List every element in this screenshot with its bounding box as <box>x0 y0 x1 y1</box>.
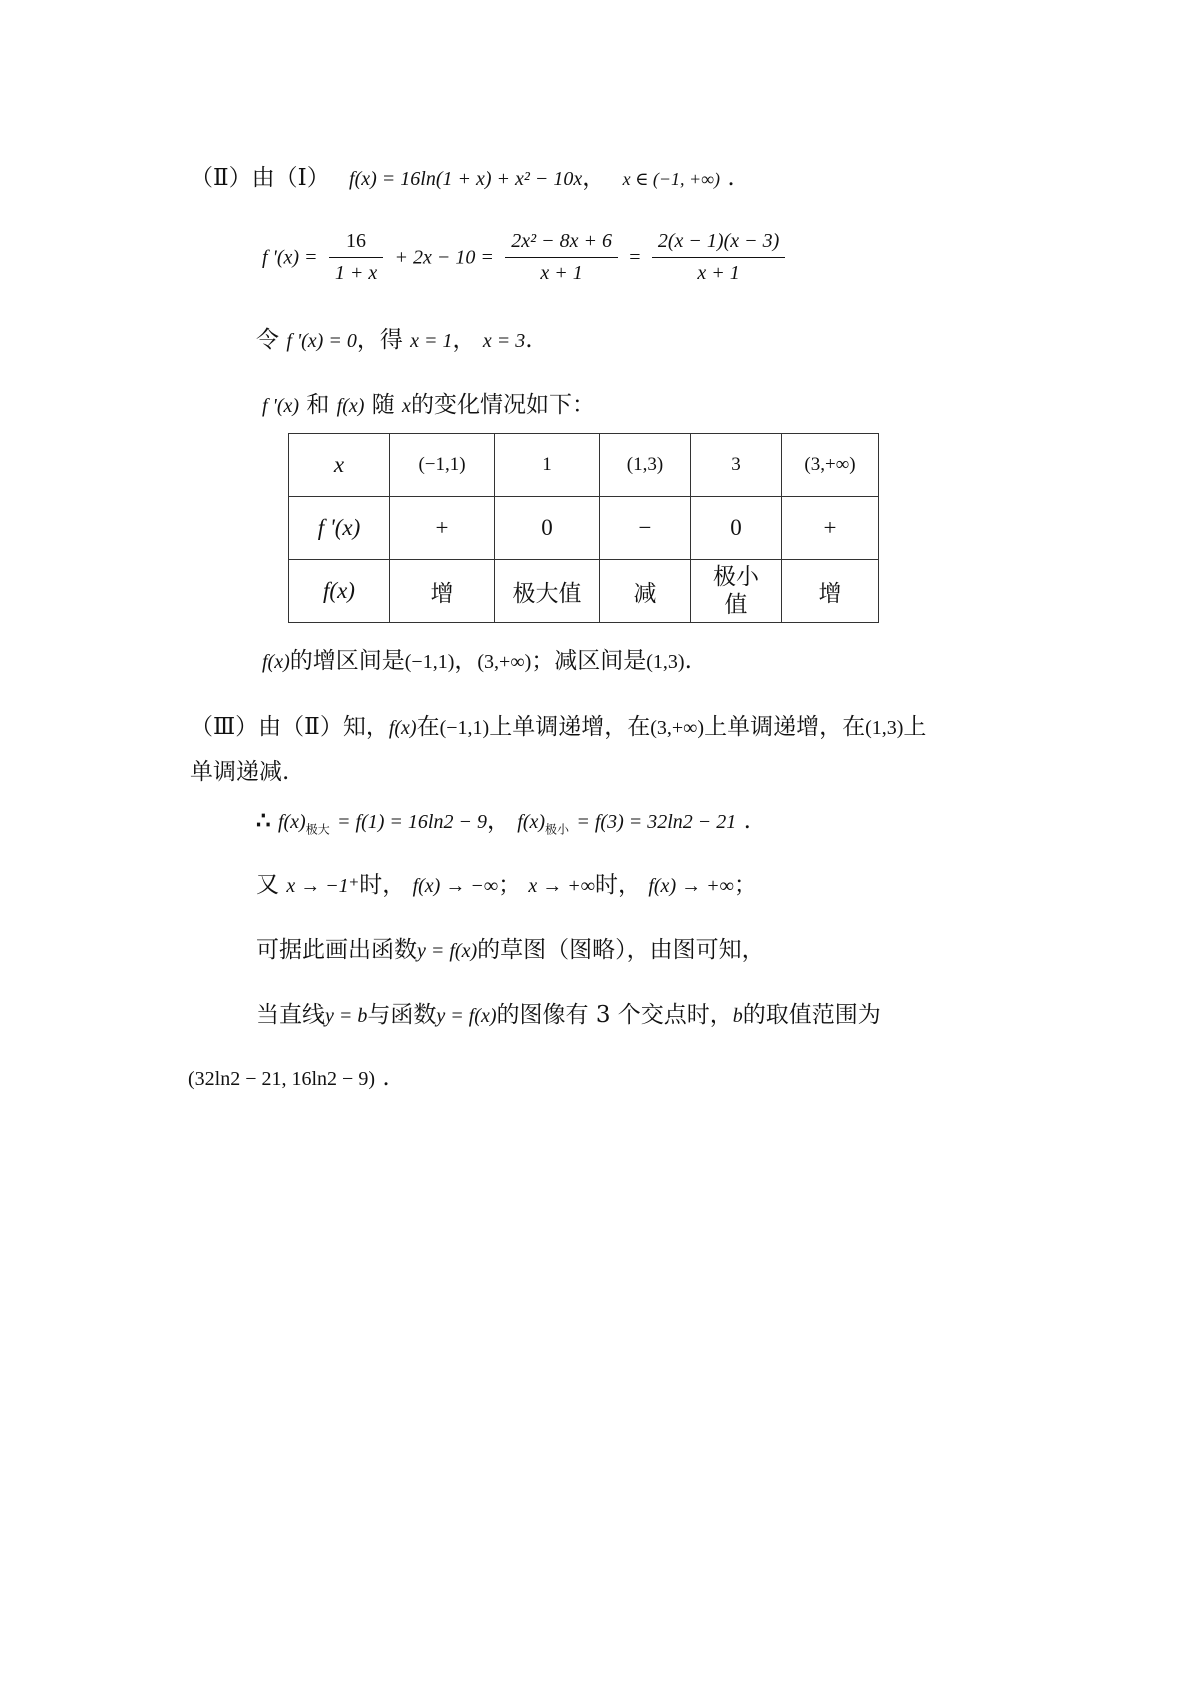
text: 可据此画出函数 <box>256 937 417 963</box>
final-line <box>256 1000 881 1031</box>
conclusion-inc-1: (−1,1) <box>404 651 455 673</box>
table-intro <box>262 390 595 421</box>
fraction-1 <box>329 230 383 285</box>
table-cell: 1 <box>495 434 600 497</box>
derivative-zero: f '(x) = 0 <box>286 330 357 352</box>
max-value: = f(1) = 16ln2 − 9 <box>337 811 487 833</box>
text: 与函数 <box>367 1002 437 1028</box>
limit-2: f(x) → −∞ <box>412 875 499 897</box>
max-expr: f(x) <box>277 811 306 833</box>
table-intro-with: 随 <box>371 392 395 418</box>
derivative-eq: = <box>629 246 641 269</box>
part2-intro-line: （Ⅱ）由（Ⅰ） f(x) = 16ln(1 + x) + x² − 10x， x ∈ (−1, +∞) . <box>190 165 735 191</box>
b-symbol: b <box>732 1005 743 1027</box>
answer: (32ln2 − 21, 16ln2 − 9) <box>188 1068 375 1090</box>
get-label: ，得 <box>356 327 403 353</box>
text: 的图像有 3 个交点时， <box>496 1002 733 1028</box>
conclusion-dec: (1,3) <box>646 651 685 673</box>
text: 上 <box>903 714 927 740</box>
text: 的草图（图略），由图可知， <box>477 937 765 963</box>
fraction-1-den: 1 + x <box>334 262 378 284</box>
table-cell: (3,+∞) <box>782 434 879 497</box>
table-cell: f '(x) <box>289 497 390 560</box>
table-cell: 0 <box>691 497 782 560</box>
variation-table <box>288 433 879 623</box>
text: 又 <box>256 872 279 898</box>
table-intro-x: x <box>402 395 411 417</box>
table-cell: + <box>782 497 879 560</box>
part3-line1 <box>190 712 926 743</box>
fraction-2-den: x + 1 <box>540 262 583 284</box>
comma: ， <box>486 808 510 834</box>
text: 上单调递增，在 <box>704 714 866 740</box>
dot: . <box>743 808 751 834</box>
fraction-3-num: 2(x − 1)(x − 3) <box>652 230 785 258</box>
table-intro-and: 和 <box>306 392 330 418</box>
therefore-symbol: ∴ <box>256 807 271 834</box>
min-expr: f(x) <box>517 811 546 833</box>
sketch-line <box>256 935 765 966</box>
min-value: = f(3) = 32ln2 − 21 <box>576 811 737 833</box>
critical-points-line <box>256 325 533 356</box>
conclusion-dot: . <box>684 648 692 674</box>
let-label: 令 <box>256 327 279 353</box>
part3-label: （Ⅲ）由（Ⅱ）知， <box>190 714 389 740</box>
table-row <box>289 560 879 623</box>
table-cell: 极大值 <box>495 560 600 623</box>
table-row <box>289 434 879 497</box>
interval: (1,3) <box>865 717 904 739</box>
fraction-1-num: 16 <box>329 230 383 258</box>
text: ； <box>498 872 522 898</box>
derivative-lhs: f '(x) = <box>262 246 318 269</box>
interval: (3,+∞) <box>650 717 705 739</box>
period: . <box>525 327 533 353</box>
text: 时， <box>359 872 406 898</box>
table-intro-deriv: f '(x) <box>262 395 300 417</box>
root-2: x = 3 <box>482 330 526 352</box>
table-row <box>289 497 879 560</box>
text: 在 <box>416 714 440 740</box>
fraction-3-den: x + 1 <box>697 262 740 284</box>
table-cell: + <box>390 497 495 560</box>
interval: (−1,1) <box>439 717 490 739</box>
text: ； <box>733 872 757 898</box>
period: . <box>727 165 735 191</box>
table-cell: 0 <box>495 497 600 560</box>
table-cell: (1,3) <box>600 434 691 497</box>
table-cell: 增 <box>390 560 495 623</box>
function-expr: y = f(x) <box>417 940 478 962</box>
part3-fx: f(x) <box>388 717 417 739</box>
extrema-line <box>256 806 751 845</box>
fx-definition: f(x) = 16ln(1 + x) + x² − 10x <box>349 168 583 190</box>
fraction-3 <box>652 230 785 285</box>
limit-3: x → +∞ <box>528 875 596 897</box>
sep: ， <box>452 327 476 353</box>
dot: . <box>382 1065 390 1091</box>
function-expr: y = f(x) <box>436 1005 497 1027</box>
domain: x ∈ (−1, +∞) <box>622 169 721 189</box>
table-cell: f(x) <box>289 560 390 623</box>
conclusion-fx: f(x) <box>262 651 290 673</box>
text: 当直线 <box>256 1002 325 1028</box>
text: 时， <box>595 872 642 898</box>
line-expr: y = b <box>325 1005 368 1027</box>
derivative-mid: + 2x − 10 = <box>394 246 494 269</box>
conclusion-dec-label: ；减区间是 <box>531 648 647 674</box>
fraction-2-num: 2x² − 8x + 6 <box>505 230 618 258</box>
table-intro-rest: 的变化情况如下： <box>410 392 595 418</box>
table-cell: 增 <box>782 560 879 623</box>
table-cell: 3 <box>691 434 782 497</box>
table-cell: x <box>289 434 390 497</box>
part2-label: （Ⅱ）由（Ⅰ） <box>190 165 330 191</box>
table-cell: (−1,1) <box>390 434 495 497</box>
table-intro-func: f(x) <box>336 395 365 417</box>
derivative-line <box>262 230 789 285</box>
limit-1: x → −1⁺ <box>286 875 360 897</box>
text: 上单调递增，在 <box>489 714 651 740</box>
limit-4: f(x) → +∞ <box>648 875 734 897</box>
conclusion-inc-label: 的增区间是 <box>289 648 405 674</box>
answer-line <box>188 1063 390 1094</box>
fraction-2 <box>505 230 618 285</box>
table-cell: − <box>600 497 691 560</box>
intervals-conclusion <box>262 646 692 677</box>
table-cell: 极小 值 <box>691 560 782 623</box>
root-1: x = 1 <box>410 330 453 352</box>
part3-line2: 单调递减. <box>190 759 290 785</box>
conclusion-comma: ， <box>454 648 478 674</box>
max-sub: 极大 <box>305 822 330 837</box>
text: 的取值范围为 <box>742 1002 881 1028</box>
conclusion-inc-2: (3,+∞) <box>477 651 532 673</box>
table-cell: 减 <box>600 560 691 623</box>
min-sub: 极小 <box>545 822 570 837</box>
limits-line <box>256 870 757 901</box>
